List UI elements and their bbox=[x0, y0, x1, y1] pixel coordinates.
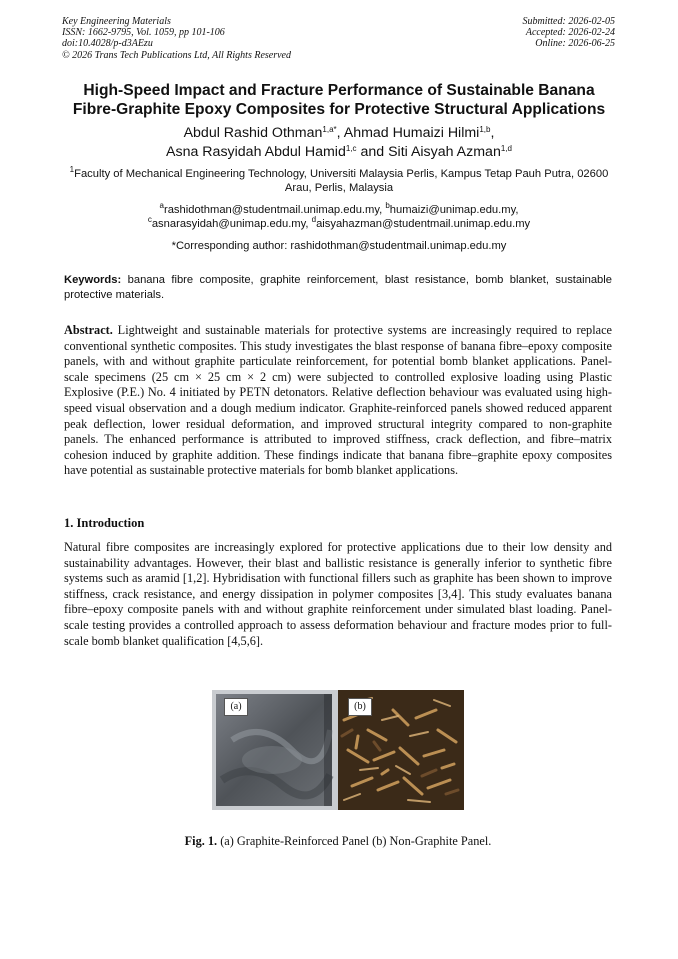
email-address[interactable]: aisyahazman@studentmail.unimap.edu.my bbox=[316, 218, 531, 231]
author-name: Siti Aisyah Azman bbox=[388, 144, 501, 160]
abstract-text: Lightweight and sustainable materials for protective systems are increasingly required to replace conventional synthetic composites. This study investigates the blast response of banana fibre–epoxy composite panels, with and without graphite particulate reinforcement, for potential bomb blanket applications. Panel-scale specimens (25 cm × 25 cm × 2 cm) were subjected to controlled explosive loading using Plastic Explosive (P.E.) No. 4 initiated by PETN detonators. Relative deflection behaviour was evaluated using high-speed visual observation and a dough medium indicator. Graphite-reinforced panels showed reduced apparent peak deflection, lower residual deformation, and improved structural integrity compared to non-graphite panels. The enhanced performance is attributed to improved stiffness, crack deflection, and fibre–matrix cohesion induced by graphite addition. These findings indicate that banana fibre–graphite epoxy composites have potential as sustainable protective materials for bomb blanket applications. bbox=[64, 323, 612, 478]
doi[interactable]: doi:10.4028/p-d3AEzu bbox=[62, 38, 153, 50]
caption-label: Fig. 1. bbox=[184, 834, 218, 848]
affiliation-text: Faculty of Mechanical Engineering Technology, Universiti Malaysia Perlis, Kampus Tetap Pauh Putra, 02600 Arau, Perlis, Malaysia bbox=[74, 168, 609, 195]
caption-text: (a) Graphite-Reinforced Panel (b) Non-Graphite Panel. bbox=[217, 834, 492, 848]
affiliation-mark: 1 bbox=[69, 165, 75, 174]
online-date: Online: 2026-06-25 bbox=[535, 38, 615, 50]
submitted-date: Submitted: 2026-02-05 bbox=[522, 16, 615, 27]
keywords bbox=[64, 273, 612, 303]
affiliation bbox=[62, 167, 616, 196]
paper-title bbox=[40, 81, 638, 119]
figure-1 bbox=[212, 690, 464, 810]
introduction-paragraph: Natural fibre composites are increasingly explored for protective applications due to their low density and sustainability advantages. However, their blast and ballistic resistance is generally inferior to synthetic fibre systems such as aramid [1,2]. Hybridisation with functional fillers such as graphite has been shown to improve stiffness, crack resistance, and energy dissipation in polymer composites [3,4]. This study evaluates banana fibre–epoxy composite panels with and without graphite reinforcement under simulated blast loading. Panel-scale testing provides a controlled approach to assess deformation behaviour and fracture modes prior to full-scale bomb blanket qualification [4,5,6]. bbox=[64, 540, 612, 648]
email-mark: c bbox=[147, 215, 152, 225]
author-separator: , bbox=[490, 125, 495, 141]
title-line-1: High-Speed Impact and Fracture Performance of Sustainable Banana bbox=[83, 82, 595, 99]
panel-a-label: (a) bbox=[224, 698, 248, 716]
issn: ISSN: 1662-9795, Vol. 1059, pp 101-106 bbox=[62, 27, 225, 39]
keywords-label: Keywords: bbox=[64, 274, 122, 286]
section-heading-introduction: 1. Introduction bbox=[64, 516, 145, 530]
author-affil-mark: 1,b bbox=[479, 125, 491, 134]
email-address[interactable]: rashidothman@studentmail.unimap.edu.my, bbox=[163, 204, 386, 216]
author-separator: , bbox=[336, 125, 344, 141]
author-name: Asna Rasyidah Abdul Hamid bbox=[166, 144, 346, 160]
author-separator: and bbox=[356, 144, 389, 160]
journal-name: Key Engineering Materials bbox=[62, 16, 171, 27]
email-address[interactable]: asnarasyidah@unimap.edu.my, bbox=[151, 218, 312, 231]
author-list bbox=[40, 124, 638, 162]
author-affil-mark: 1,a* bbox=[322, 125, 337, 134]
header-dates bbox=[523, 16, 616, 50]
figure-caption bbox=[64, 834, 612, 849]
email-mark: b bbox=[385, 201, 390, 210]
email-mark: d bbox=[311, 215, 317, 225]
non-graphite-panel-photo bbox=[338, 690, 464, 810]
author-name: Ahmad Humaizi Hilmi bbox=[343, 125, 480, 141]
email-list bbox=[62, 203, 616, 232]
graphite-panel-photo bbox=[212, 690, 338, 810]
keywords-text: banana fibre composite, graphite reinforcement, blast resistance, bomb blanket, sustainable protective materials. bbox=[64, 274, 612, 301]
corresponding-author: *Corresponding author: rashidothman@studentmail.unimap.edu.my bbox=[171, 240, 507, 252]
author-name: Abdul Rashid Othman bbox=[183, 125, 323, 141]
header-journal-info bbox=[62, 16, 291, 61]
email-mark: a bbox=[159, 201, 164, 210]
accepted-date: Accepted: 2026-02-24 bbox=[525, 27, 615, 39]
author-affil-mark: 1,c bbox=[345, 144, 357, 153]
author-affil-mark: 1,d bbox=[500, 144, 512, 153]
panel-b-label: (b) bbox=[348, 698, 372, 716]
copyright: © 2026 Trans Tech Publications Ltd, All Rights Reserved bbox=[62, 49, 291, 61]
abstract bbox=[64, 323, 612, 479]
abstract-label: Abstract. bbox=[64, 323, 113, 337]
email-address[interactable]: humaizi@unimap.edu.my, bbox=[389, 204, 519, 216]
title-line-2: Fibre-Graphite Epoxy Composites for Protective Structural Applications bbox=[72, 101, 606, 118]
